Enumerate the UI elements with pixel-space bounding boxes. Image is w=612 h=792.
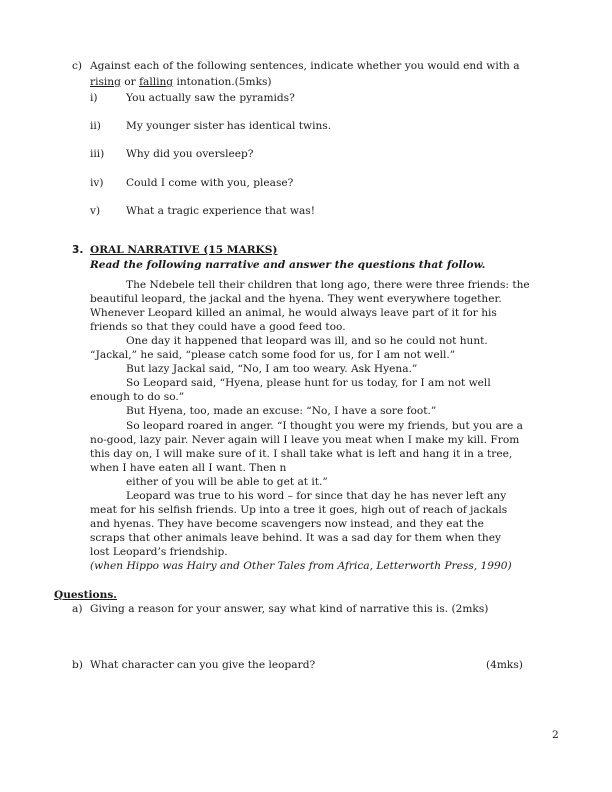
questions-heading: Questions. xyxy=(54,589,117,601)
narrative-line: “Jackal,” he said, “please catch some food for us, for I am not well.” xyxy=(90,349,456,362)
instruction-line: Against each of the following sentences, indicate whether you would end with a xyxy=(90,60,520,72)
narrative-line: So Leopard said, “Hyena, please hunt for us today, for I am not well xyxy=(126,377,491,390)
narrative-line: beautiful leopard, the jackal and the hyena. They went everywhere together. xyxy=(90,293,502,306)
instruction-line-2 xyxy=(90,76,272,89)
sentence-text: What a tragic experience that was! xyxy=(126,205,315,217)
narrative-line: this day on, I will make sure of it. I shall take what is left and hang it in a tree, xyxy=(90,447,513,460)
sentence-number: ii) xyxy=(90,120,101,132)
question-a-label: a) xyxy=(72,603,83,615)
item-label-c: c) xyxy=(72,60,83,72)
sentence-text: Could I come with you, please? xyxy=(126,177,294,189)
instruction-rest: intonation.(5mks) xyxy=(173,76,272,88)
narrative-line: scraps that other animals leave behind. It was a sad day for them when they xyxy=(90,531,501,544)
narrative-line: meat for his selfish friends. Up into a tree it goes, high out of reach of jackals xyxy=(90,503,508,516)
narrative-line: But Hyena, too, made an excuse: “No, I have a sore foot.” xyxy=(126,405,437,418)
narrative-line: lost Leopard’s friendship. xyxy=(90,545,228,558)
narrative-line: Leopard was true to his word – for since that day he has never left any xyxy=(126,489,507,502)
section-instruction: Read the following narrative and answer the questions that follow. xyxy=(90,259,486,271)
narrative-line: The Ndebele tell their children that long ago, there were three friends: the xyxy=(126,279,530,291)
sentence-text: My younger sister has identical twins. xyxy=(126,120,332,132)
sentence-number: iii) xyxy=(90,148,105,160)
word-or: or xyxy=(120,76,140,88)
narrative-line: when I have eaten all I want. Then n xyxy=(90,461,287,474)
sentence-number: i) xyxy=(90,92,98,104)
section-heading: ORAL NARRATIVE (15 MARKS) xyxy=(90,244,278,256)
narrative-line: no-good, lazy pair. Never again will I leave you meat when I make my kill. From xyxy=(90,433,520,446)
narrative-line: enough to do so.” xyxy=(90,391,185,404)
question-b-text: What character can you give the leopard? xyxy=(90,659,316,671)
word-falling: falling xyxy=(139,76,174,88)
word-rising: rising xyxy=(90,76,121,88)
narrative-line: Whenever Leopard killed an animal, he would always leave part of it for his xyxy=(90,307,497,320)
section-number: 3. xyxy=(72,244,84,256)
page-number: 2 xyxy=(552,729,559,741)
narrative-line: One day it happened that leopard was ill, and so he could not hunt. xyxy=(126,335,488,348)
narrative-line: friends so that they could have a good feed too. xyxy=(90,321,346,334)
narrative-line: either of you will be able to get at it.” xyxy=(126,475,328,488)
sentence-number: v) xyxy=(90,205,101,217)
sentence-number: iv) xyxy=(90,177,104,189)
sentence-text: You actually saw the pyramids? xyxy=(126,92,295,104)
question-b-label: b) xyxy=(72,659,83,671)
narrative-line: So leopard roared in anger. “I thought you were my friends, but you are a xyxy=(126,419,523,432)
sentence-text: Why did you oversleep? xyxy=(126,148,254,160)
question-a-text: Giving a reason for your answer, say what kind of narrative this is. (2mks) xyxy=(90,603,489,615)
question-b-marks: (4mks) xyxy=(486,659,523,671)
citation: (when Hippo was Hairy and Other Tales from Africa, Letterworth Press, 1990) xyxy=(90,560,512,572)
narrative-line: and hyenas. They have become scavengers now instead, and they eat the xyxy=(90,517,484,530)
narrative-line: But lazy Jackal said, “No, I am too weary. Ask Hyena.” xyxy=(126,363,418,376)
